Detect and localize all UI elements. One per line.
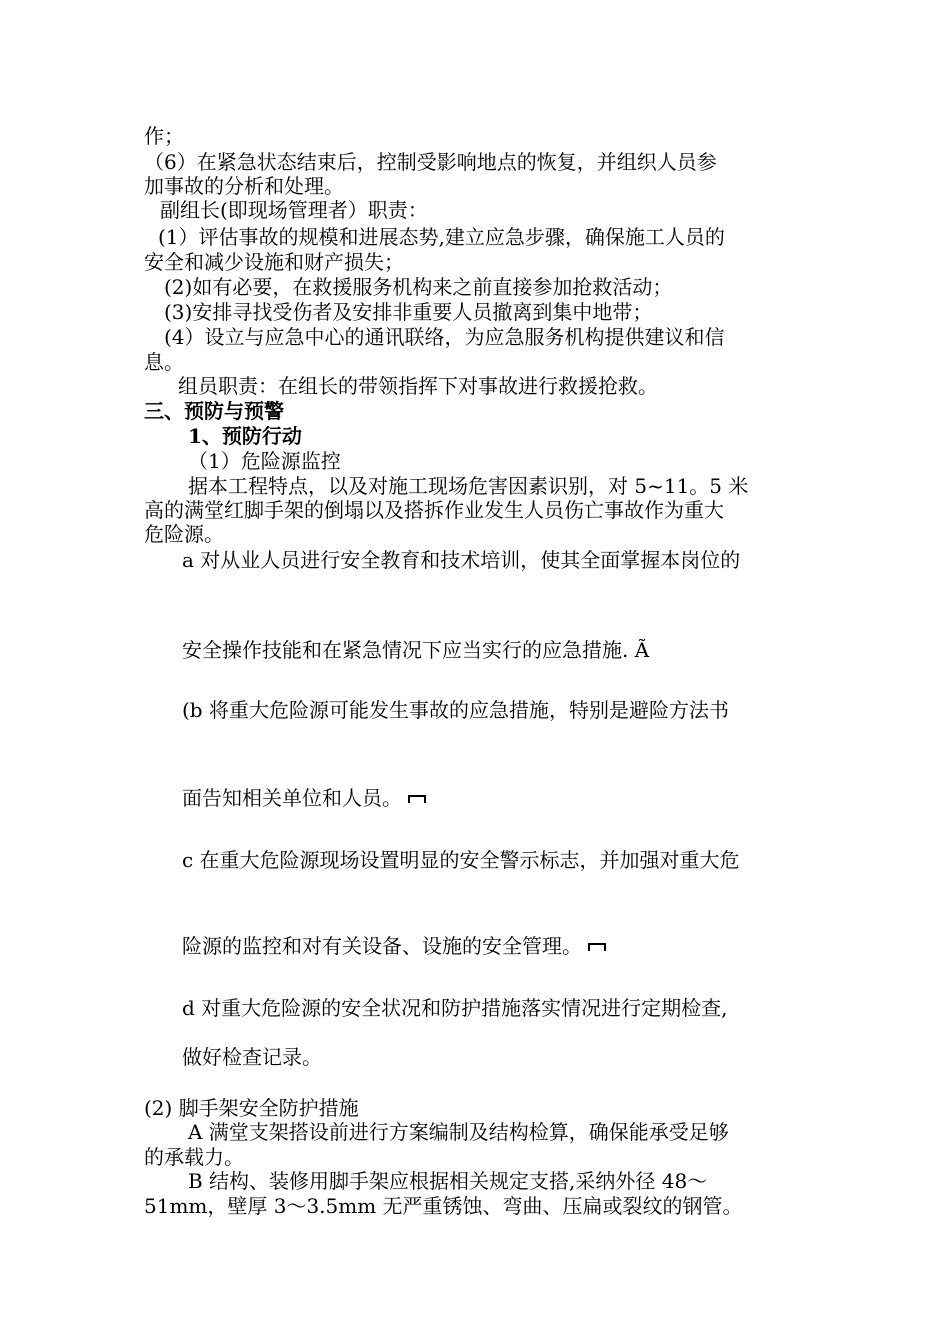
text-line: 加事故的分析和处理。 xyxy=(144,174,344,198)
text-line: 高的满堂红脚手架的倒塌以及搭拆作业发生人员伤亡事故作为重大 xyxy=(144,498,724,522)
text-line: （6）在紧急状态结束后，控制受影响地点的恢复，并组织人员参 xyxy=(144,150,717,174)
text-line: d 对重大危险源的安全状况和防护措施落实情况进行定期检查, xyxy=(182,996,728,1020)
bracket-mark-icon xyxy=(408,795,426,803)
text-line: 据本工程特点，以及对施工现场危害因素识别，对 5~11。5 米 xyxy=(188,474,749,498)
text-line: 作； xyxy=(144,124,184,148)
text-line: 组员职责：在组长的带领指挥下对事故进行救援抢救。 xyxy=(178,374,658,398)
text-line: a 对从业人员进行安全教育和技术培训，使其全面掌握本岗位的 xyxy=(182,548,741,572)
text-line: (1）评估事故的规模和进展态势,建立应急步骤，确保施工人员的 xyxy=(158,225,725,249)
text-line: （1）危险源监控 xyxy=(188,449,341,473)
section-heading: 三、预防与预警 xyxy=(144,399,284,423)
text-line: 安全操作技能和在紧急情况下应当实行的应急措施. Ã xyxy=(182,638,650,662)
text-line: 的承载力。 xyxy=(144,1145,244,1169)
text-line: 安全和减少设施和财产损失； xyxy=(144,250,404,274)
text-line: (2)如有必要，在救援服务机构来之前直接参加抢救活动； xyxy=(164,275,673,299)
text-line: 息。 xyxy=(144,350,184,374)
subsection-heading: 1、预防行动 xyxy=(188,424,302,448)
text-span: 险源的监控和对有关设备、设施的安全管理。 xyxy=(182,934,582,958)
text-line xyxy=(182,934,606,958)
text-line: 危险源。 xyxy=(144,522,224,546)
bracket-mark-icon xyxy=(588,943,606,951)
text-line: (4）设立与应急中心的通讯联络，为应急服务机构提供建议和信 xyxy=(164,325,725,349)
text-line: 51mm，壁厚 3～3.5mm 无严重锈蚀、弯曲、压扁或裂纹的钢管。 xyxy=(144,1194,743,1218)
text-line: (b 将重大危险源可能发生事故的应急措施，特别是避险方法书 xyxy=(182,698,729,722)
text-line: (3)安排寻找受伤者及安排非重要人员撤离到集中地带； xyxy=(164,300,653,324)
text-line: 副组长(即现场管理者）职责： xyxy=(160,198,428,222)
text-line: B 结构、装修用脚手架应根据相关规定支搭,采纳外径 48～ xyxy=(188,1169,708,1193)
text-line: c 在重大危险源现场设置明显的安全警示标志，并加强对重大危 xyxy=(182,848,740,872)
text-line: 做好检查记录。 xyxy=(182,1045,322,1069)
text-line: (2) 脚手架安全防护措施 xyxy=(144,1096,359,1120)
text-span: 面告知相关单位和人员。 xyxy=(182,786,402,810)
text-line: A 满堂支架搭设前进行方案编制及结构检算，确保能承受足够 xyxy=(188,1120,729,1144)
text-line xyxy=(182,786,426,810)
